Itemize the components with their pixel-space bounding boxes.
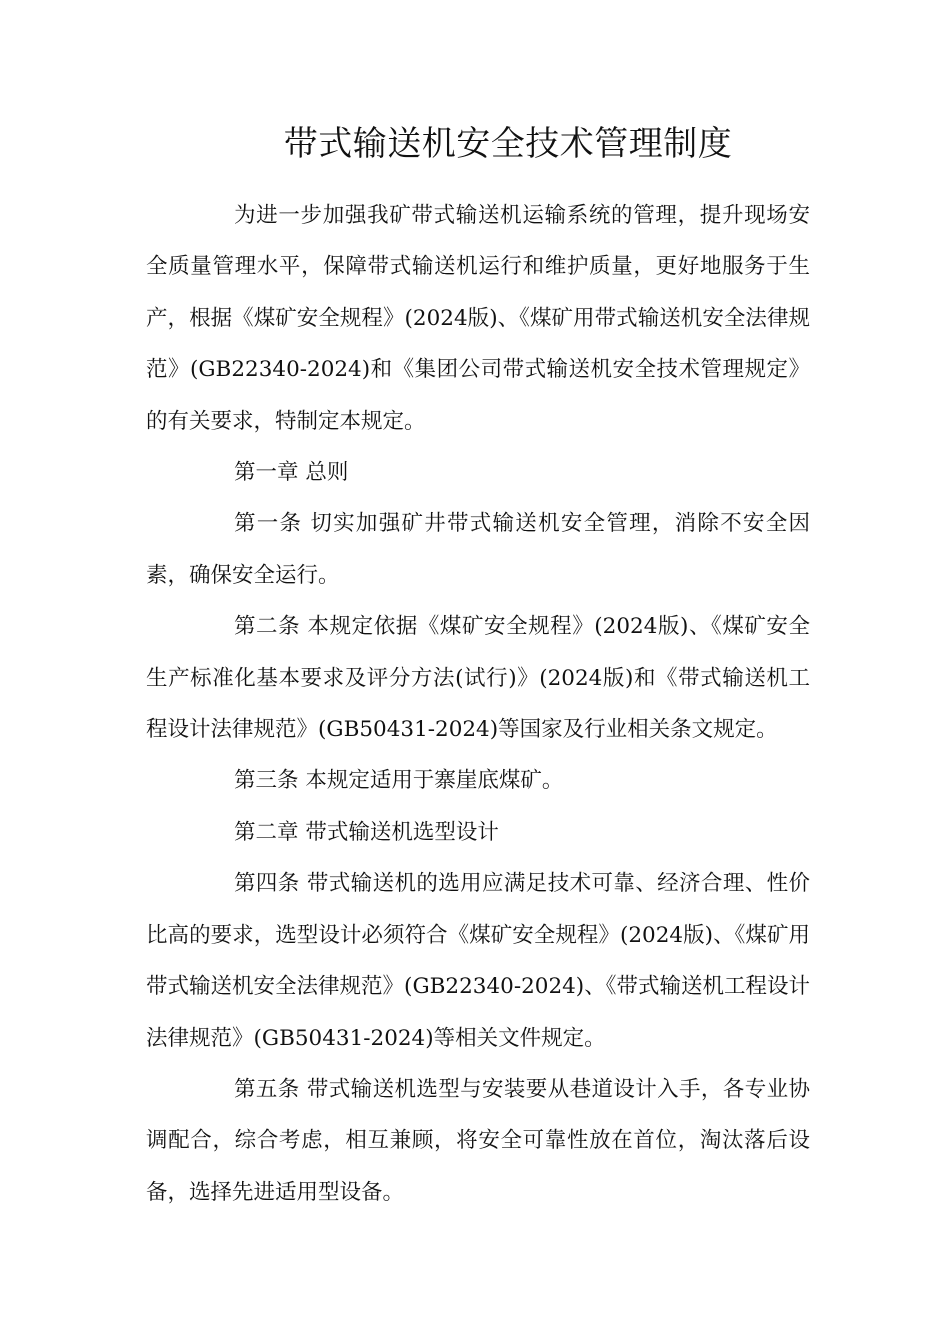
article-2: 第二条 本规定依据《煤矿安全规程》(2024版)、《煤矿安全生产标准化基本要求及评分方法(试行)》(2024版)和《带式输送机工程设计法律规范》(GB50431-2024)等国家及行业相关条文规定。 bbox=[146, 614, 810, 743]
document-body bbox=[146, 190, 810, 1218]
article-4: 第四条 带式输送机的选用应满足技术可靠、经济合理、性价比高的要求，选型设计必须符合《煤矿安全规程》(2024版)、《煤矿用带式输送机安全法律规范》(GB22340-2024)、《带式输送机工程设计法律规范》(GB50431-2024)等相关文件规定。 bbox=[146, 871, 810, 1051]
chapter-heading-2: 第二章 带式输送机选型设计 bbox=[234, 819, 499, 845]
article-3: 第三条 本规定适用于寨崖底煤矿。 bbox=[234, 768, 564, 794]
chapter-heading-1: 第一章 总则 bbox=[234, 460, 349, 486]
article-5: 第五条 带式输送机选型与安装要从巷道设计入手，各专业协调配合，综合考虑，相互兼顾，将安全可靠性放在首位，淘汰落后设备，选择先进适用型设备。 bbox=[146, 1076, 810, 1205]
document-title: 带式输送机安全技术管理制度 bbox=[283, 124, 733, 164]
paragraph-intro: 为进一步加强我矿带式输送机运输系统的管理，提升现场安全质量管理水平，保障带式输送机运行和维护质量，更好地服务于生产，根据《煤矿安全规程》(2024版)、《煤矿用带式输送机安全法律规范》(GB22340-2024)和《集团公司带式输送机安全技术管理规定》的有关要求，特制定本规定。 bbox=[146, 203, 810, 434]
article-1: 第一条 切实加强矿井带式输送机安全管理，消除不安全因素，确保安全运行。 bbox=[146, 511, 810, 588]
